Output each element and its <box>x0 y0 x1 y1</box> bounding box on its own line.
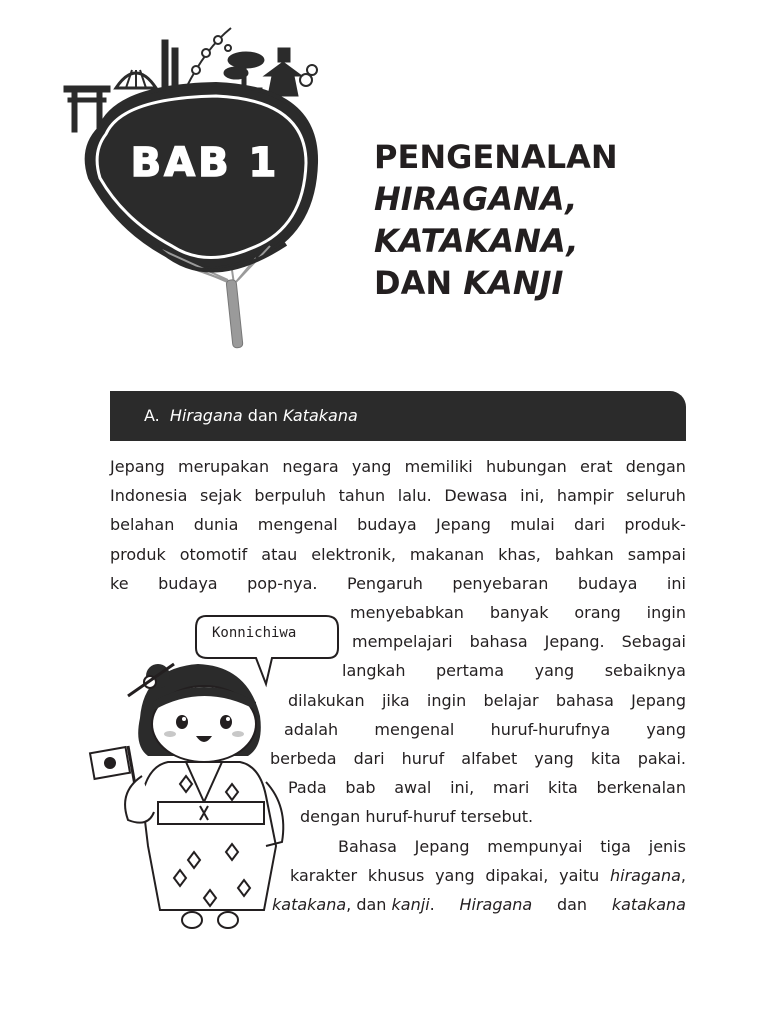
word: erat <box>579 457 613 476</box>
title-line4-plain: DAN <box>374 264 464 302</box>
title-line4-italic: KANJI <box>463 264 564 302</box>
chapter-title <box>374 136 618 304</box>
section-term-katakana: Katakana <box>282 406 358 425</box>
word: Bahasa <box>338 836 397 856</box>
word: dan <box>556 895 588 915</box>
word: Jepang <box>414 836 470 856</box>
word: alfabet <box>461 749 518 769</box>
word: bahkan <box>554 544 614 564</box>
word: ini, <box>450 778 475 798</box>
word: khusus <box>367 865 425 885</box>
word: makanan <box>409 544 485 564</box>
word-italic-group <box>610 861 686 890</box>
text-line-4 <box>110 540 686 569</box>
chapter-title-line3: KATAKANA, <box>374 222 579 260</box>
section-heading <box>144 406 358 425</box>
chapter-title-line2: HIRAGANA, <box>374 180 578 218</box>
word: dari <box>574 515 606 535</box>
word: sampai <box>627 544 686 564</box>
text-line-15 <box>290 861 686 890</box>
word: dilakukan <box>288 690 365 710</box>
term-katakana: katakana <box>272 895 347 915</box>
word: pop-nya. <box>247 573 318 593</box>
word: merupakan <box>178 457 270 476</box>
word: memiliki <box>404 457 473 476</box>
word: menyebabkan <box>350 603 464 623</box>
word: pakai. <box>637 749 686 769</box>
word: budaya <box>577 573 638 593</box>
word: yang <box>534 749 574 769</box>
word: hubungan <box>485 457 567 476</box>
word: mempunyai <box>487 836 583 856</box>
word: sejak <box>200 486 242 506</box>
text-line-2 <box>110 481 686 510</box>
word: mulai <box>510 515 555 535</box>
word: dengan <box>625 457 686 476</box>
text-line-1 <box>110 452 686 481</box>
word: awal <box>394 778 432 798</box>
word: yang <box>534 661 575 681</box>
word: penyebaran <box>452 573 549 593</box>
word: belahan <box>110 515 175 535</box>
word: jika <box>381 690 410 710</box>
word: mengenal <box>257 515 338 535</box>
word: elektronik, <box>311 544 396 564</box>
section-term-hiragana: Hiragana <box>169 406 243 425</box>
chapter-title-line1: PENGENALAN <box>374 138 618 176</box>
term-hiragana: hiragana <box>610 865 681 885</box>
word: khas, <box>498 544 541 564</box>
chapter-number: BAB 1 <box>130 140 280 186</box>
conjunction: , dan <box>346 895 392 915</box>
term-kanji: kanji <box>391 895 430 915</box>
body-text <box>110 452 686 919</box>
text-line-9 <box>288 686 686 715</box>
word: huruf-hurufnya <box>490 719 611 739</box>
term-katakana: katakana <box>611 895 686 915</box>
word: otomotif <box>179 544 248 564</box>
text-line-16 <box>272 890 686 919</box>
chapter-title-line4 <box>374 262 618 304</box>
word: dunia <box>193 515 239 535</box>
word: adalah <box>284 719 339 739</box>
word: orang <box>574 603 621 623</box>
word: banyak <box>489 603 549 623</box>
word: Dewasa <box>444 486 508 506</box>
text-line-13 <box>300 802 686 831</box>
text-line-8 <box>342 656 686 685</box>
word: yang <box>351 457 392 476</box>
word: Jepang <box>110 457 165 476</box>
word: tiga <box>600 836 631 856</box>
word: Pengaruh <box>347 573 423 593</box>
section-heading-bar <box>110 391 686 441</box>
word: bab <box>345 778 376 798</box>
word: dipakai, <box>485 865 549 885</box>
period: . <box>429 895 435 915</box>
text-line-5 <box>110 569 686 598</box>
text-line-12 <box>288 773 686 802</box>
word: berpuluh <box>254 486 326 506</box>
word: Sebagai <box>621 632 686 652</box>
speech-bubble-text: Konnichiwa <box>212 625 297 641</box>
word: ingin <box>426 690 467 710</box>
word: berkenalan <box>596 778 686 798</box>
word: berbeda <box>270 749 337 769</box>
section-number: A. <box>144 406 160 425</box>
word: mari <box>492 778 530 798</box>
word: bahasa <box>469 632 528 652</box>
word: sebaiknya <box>604 661 686 681</box>
word: ingin <box>646 603 686 623</box>
word: karakter <box>290 865 358 885</box>
word: produk <box>110 544 166 564</box>
word: huruf <box>401 749 445 769</box>
word: Indonesia <box>110 486 188 506</box>
word: lalu. <box>397 486 432 506</box>
text-line-11 <box>270 744 686 773</box>
section-conjunction: dan <box>247 406 278 425</box>
word: ini <box>666 573 686 593</box>
word: langkah <box>342 661 406 681</box>
word: jenis <box>648 836 686 856</box>
comma: , <box>680 865 686 885</box>
word: Jepang. <box>544 632 605 652</box>
word: yaitu <box>559 865 600 885</box>
word: ke <box>110 573 129 593</box>
word: hampir <box>556 486 614 506</box>
word: seluruh <box>626 486 686 506</box>
word: Pada <box>288 778 327 798</box>
word: kita <box>590 749 621 769</box>
text-line-14 <box>338 832 686 861</box>
word: belajar <box>483 690 539 710</box>
word: produk- <box>624 515 686 535</box>
word: yang <box>646 719 686 739</box>
word: atau <box>261 544 298 564</box>
word: budaya <box>158 573 218 593</box>
text-line-7 <box>352 627 686 656</box>
line-text: dengan huruf-huruf tersebut. <box>300 807 534 827</box>
word: mengenal <box>374 719 455 739</box>
word-group <box>272 890 435 919</box>
word: budaya <box>357 515 417 535</box>
word: kita <box>548 778 578 798</box>
word: Jepang <box>436 515 491 535</box>
word: ini, <box>520 486 545 506</box>
word: bahasa <box>555 690 614 710</box>
word: pertama <box>436 661 505 681</box>
term-hiragana: Hiragana <box>459 895 533 915</box>
text-line-10 <box>284 715 686 744</box>
text-line-6 <box>350 598 686 627</box>
word: negara <box>282 457 339 476</box>
fan-handle <box>226 279 243 348</box>
word: Jepang <box>631 690 686 710</box>
word: tahun <box>338 486 386 506</box>
word: yang <box>435 865 475 885</box>
text-line-3 <box>110 510 686 539</box>
word: dari <box>353 749 385 769</box>
word: mempelajari <box>352 632 453 652</box>
